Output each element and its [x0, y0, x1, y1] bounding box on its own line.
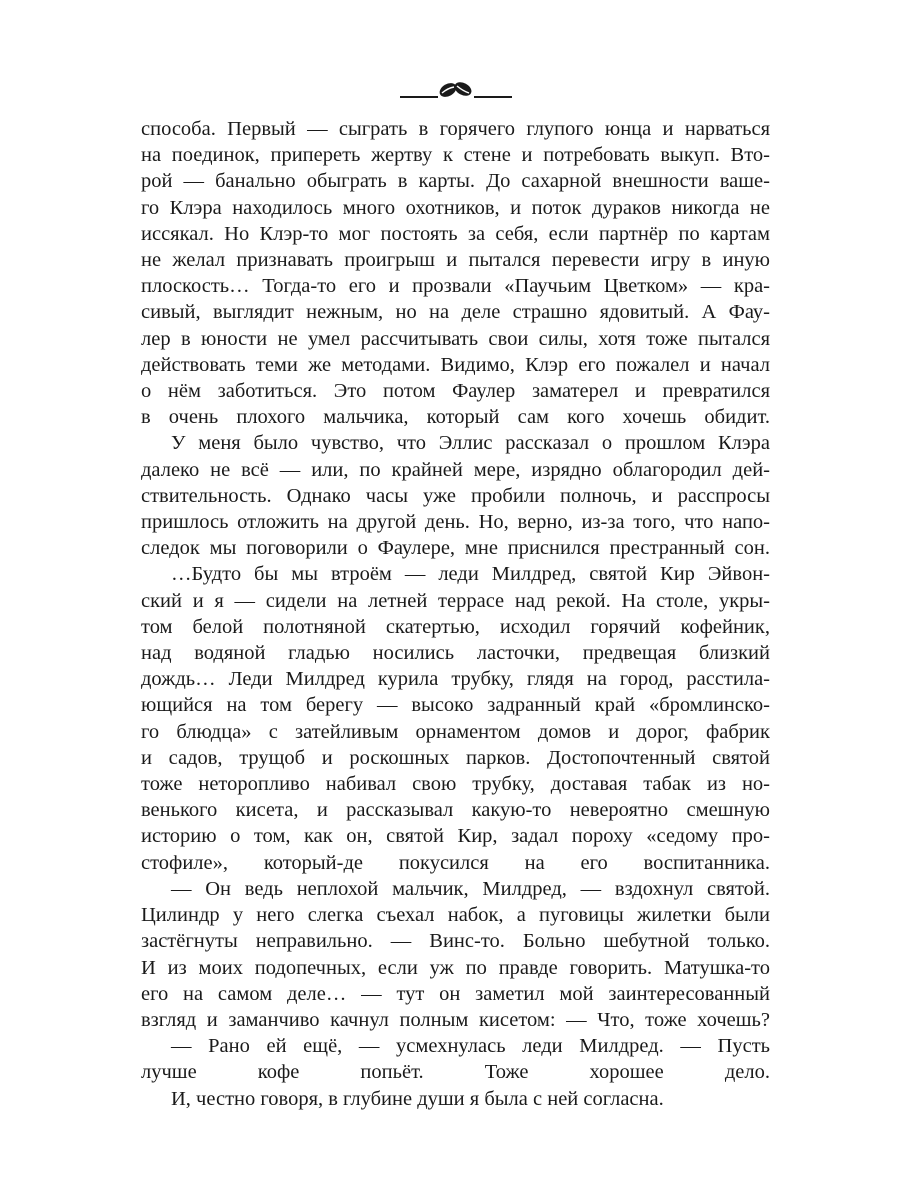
text-line: рой — банально обыграть в карты. До сахарной внешности ваше- [141, 170, 770, 193]
text-line: лучше кофе попьёт. Тоже хорошее дело. [141, 1061, 770, 1084]
paragraph [141, 1033, 770, 1085]
paragraph [141, 116, 770, 430]
text-line: И, честно говоря, в глубине души я была с ней согласна. [171, 1087, 664, 1110]
paragraph [141, 1086, 770, 1112]
paragraph [141, 876, 770, 1033]
text-line: ющийся на том берегу — высоко задранный край «бромлинско- [141, 694, 770, 717]
text-line: иссякал. Но Клэр-то мог постоять за себя, если партнёр по картам [141, 222, 770, 245]
text-line: сивый, выглядит нежным, но на деле страшно ядовитый. А Фау- [141, 301, 770, 324]
text-line: на поединок, припереть жертву к стене и потребовать выкуп. Вто- [141, 144, 770, 167]
text-line: застёгнуты неправильно. — Винс-то. Больно шебутной только. [141, 930, 770, 953]
text-line: его на самом деле… — тут он заметил мой заинтересованный [141, 982, 770, 1005]
text-line: плоскость… Тогда-то его и прозвали «Паучьим Цветком» — кра- [141, 275, 770, 298]
text-line: лер в юности не умел рассчитывать свои силы, хотя тоже пытался [141, 327, 770, 350]
text-line: ствительность. Однако часы уже пробили полночь, и расспросы [141, 484, 770, 507]
text-line: ский и я — сидели на летней террасе над рекой. На столе, укры- [141, 589, 770, 612]
text-line: способа. Первый — сыграть в горячего глупого юнца и нарваться [141, 118, 770, 140]
text-line: пришлось отложить на другой день. Но, верно, из-за того, что напо- [141, 511, 770, 534]
coffee-bean-icon [400, 70, 512, 102]
text-line: том белой полотняной скатертью, исходил горячий кофейник, [141, 615, 770, 638]
text-line: У меня было чувство, что Эллис рассказал о прошлом Клэра [171, 432, 770, 455]
text-line: Цилиндр у него слегка съехал набок, а пуговицы жилетки были [141, 904, 770, 927]
text-line: и садов, трущоб и роскошных парков. Достопочтенный святой [141, 746, 770, 769]
text-line: действовать теми же методами. Видимо, Клэр его пожалел и начал [141, 353, 770, 376]
body-text [141, 116, 770, 1112]
text-line: над водяной гладью носились ласточки, предвещая близкий [141, 642, 770, 665]
text-line: го Клэра находилось много охотников, и поток дураков никогда не [141, 196, 770, 219]
text-line: о нём заботиться. Это потом Фаулер заматерел и превратился [141, 380, 770, 403]
text-line: далеко не всё — или, по крайней мере, изрядно облагородил дей- [141, 458, 770, 481]
paragraph [141, 430, 770, 561]
text-line: в очень плохого мальчика, который сам кого хочешь обидит. [141, 406, 770, 429]
text-line: дождь… Леди Милдред курила трубку, глядя на город, расстила- [141, 668, 770, 691]
text-line: …Будто бы мы втроём — леди Милдред, святой Кир Эйвон- [171, 563, 770, 586]
text-line: — Рано ей ещё, — усмехнулась леди Милдред. — Пусть [171, 1035, 770, 1058]
text-line: следок мы поговорили о Фаулере, мне приснился престранный сон. [141, 537, 770, 560]
text-line: го блюдца» с затейливым орнаментом домов и дорог, фабрик [141, 720, 770, 743]
text-line: тоже неторопливо набивал свою трубку, доставая табак из но- [141, 773, 770, 796]
text-line: не желал признавать проигрыш и пытался перевести игру в иную [141, 249, 770, 272]
text-line: венького кисета, и рассказывал какую-то невероятно смешную [141, 799, 770, 822]
text-line: — Он ведь неплохой мальчик, Милдред, — вздохнул святой. [171, 877, 770, 900]
text-line: стофиле», который-де покусился на его воспитанника. [141, 851, 770, 874]
text-line: И из моих подопечных, если уж по правде говорить. Матушка-то [141, 956, 770, 979]
text-line: историю о том, как он, святой Кир, задал пороху «седому про- [141, 825, 770, 848]
text-line: взгляд и заманчиво качнул полным кисетом: — Что, тоже хочешь? [141, 1008, 770, 1031]
paragraph [141, 561, 770, 875]
